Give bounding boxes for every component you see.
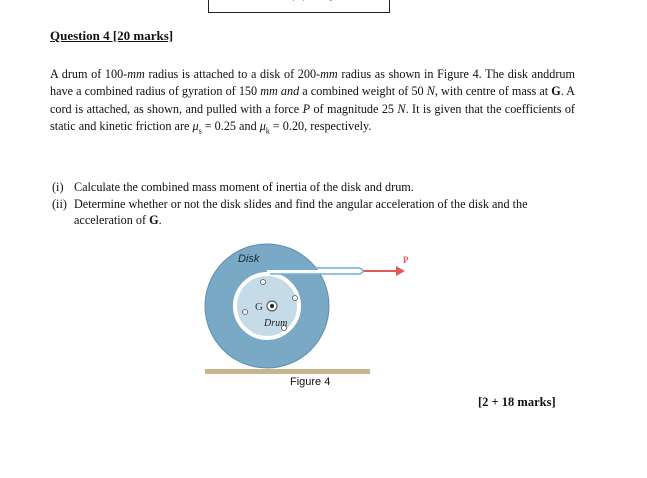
- bolt-icon: [293, 296, 298, 301]
- question-list: [50, 179, 575, 229]
- figure-caption: Figure 4: [290, 376, 331, 388]
- item-number: (ii): [52, 196, 67, 211]
- disk-label: Disk: [238, 253, 260, 265]
- list-item: [50, 196, 575, 229]
- force-arrowhead: [396, 266, 405, 276]
- course-code: [209, 0, 389, 2]
- header-box: [208, 0, 390, 13]
- list-item: [50, 179, 575, 196]
- question-paragraph: A drum of 100-mm radius is attached to a disk of 200-mm radius as shown in Figure 4. The disk anddrum have a combined radius of gyration of 150 mm and a combined weight of 50 N, with centre of mass at G. A cord is attached, as shown, and pulled with a force P of magnitude 25 N. It is given that the coefficients of static and kinetic friction are $\mu_s = 0.25$ and $\mu_k = 0.20$, respectively.: [50, 67, 575, 136]
- ground-surface: [205, 369, 370, 374]
- item-text: Determine whether or not the disk slides and find the angular acceleration of the disk and the acceleration of G.: [74, 196, 528, 227]
- center-label: G: [255, 301, 263, 313]
- disk-drum-diagram: [200, 240, 420, 390]
- bolt-icon: [261, 280, 266, 285]
- figure-4: [200, 240, 420, 390]
- marks-allocation: [2 + 18 marks]: [478, 395, 556, 409]
- item-text: Calculate the combined mass moment of inertia of the disk and drum.: [74, 180, 414, 194]
- drum-label: Drum: [264, 318, 288, 329]
- item-number: (i): [52, 180, 64, 194]
- force-label: P: [403, 255, 409, 265]
- question-title: Question 4 [20 marks]: [50, 28, 174, 43]
- bolt-icon: [243, 310, 248, 315]
